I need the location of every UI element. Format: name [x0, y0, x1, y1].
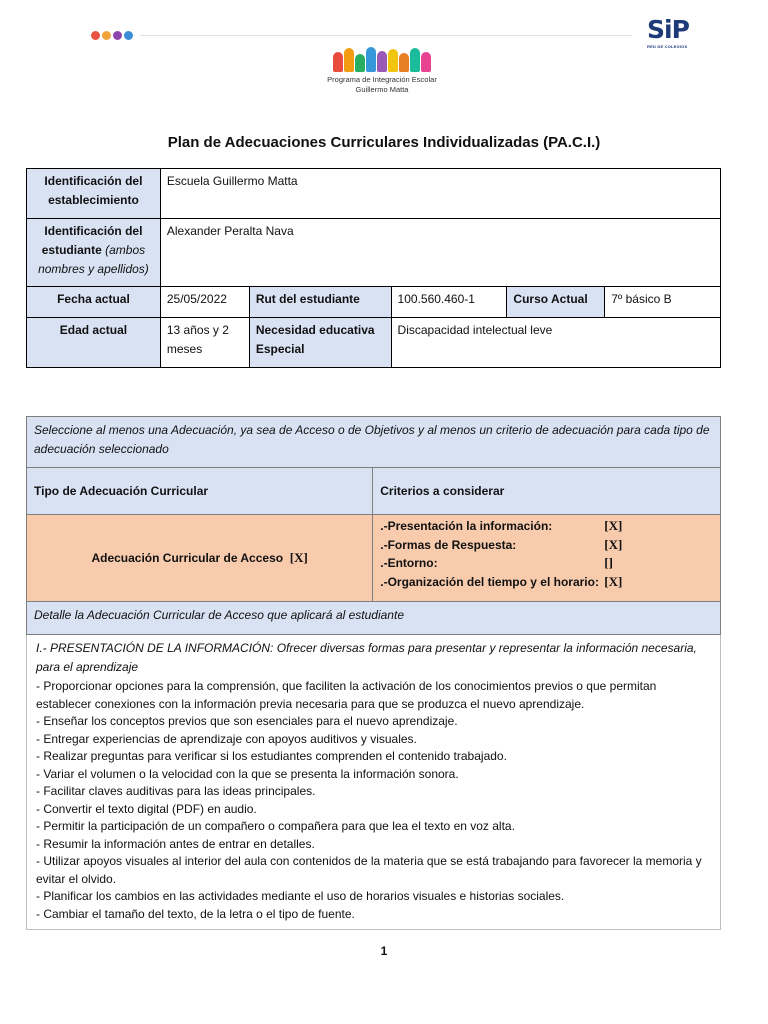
- student-value: Alexander Peralta Nava: [160, 219, 720, 287]
- criterion-row: [380, 536, 713, 555]
- section-heading: I.- PRESENTACIÓN DE LA INFORMACIÓN: Ofrecer diversas formas para presentar y representar la información necesaria, para el aprendizaje: [36, 641, 697, 674]
- sip-tagline: RED DE COLEGIOS: [647, 44, 688, 49]
- page-number: 1: [380, 944, 388, 958]
- list-item: - Realizar preguntas para verificar si los estudiantes comprenden el contenido trabajado.: [36, 749, 507, 763]
- detail-body: [27, 635, 721, 930]
- criterion-label: .-Formas de Respuesta:: [380, 537, 517, 552]
- criterion-row: [380, 554, 713, 573]
- access-adaptation-label: Adecuación Curricular de Acceso: [91, 551, 284, 565]
- dot-orange: [102, 31, 111, 40]
- list-item: - Cambiar el tamaño del texto, de la letra o el tipo de fuente.: [36, 906, 355, 921]
- children-illustration-icon: [326, 46, 438, 72]
- student-label: [27, 219, 161, 287]
- student-label-note: (ambos nombres y apellidos): [38, 243, 149, 276]
- adaptation-instructions: Seleccione al menos una Adecuación, ya sea de Acceso o de Objetivos y al menos un criterio de adecuación para cada tipo de adecuación seleccionado: [27, 417, 721, 468]
- criterion-label: .-Organización del tiempo y el horario:: [380, 574, 599, 589]
- date-value: 25/05/2022: [160, 287, 249, 318]
- list-item: - Resumir la información antes de entrar en detalles.: [36, 836, 315, 851]
- dot-blue: [124, 31, 133, 40]
- list-item: - Proporcionar opciones para la comprensión, que faciliten la activación de los conocimientos previos o que permitan establecer conexiones con la información previa necesaria para que se produzca el nuevo aprendizaje.: [36, 679, 657, 711]
- list-item: - Convertir el texto digital (PDF) en audio.: [36, 801, 257, 816]
- criterion-mark: [X]: [604, 518, 623, 533]
- list-item: - Facilitar claves auditivas para las ideas principales.: [36, 784, 316, 798]
- list-item: - Variar el volumen o la velocidad con la que se presenta la información sonora.: [36, 766, 459, 781]
- identification-table: [26, 168, 721, 368]
- access-adaptation-mark: [X]: [289, 550, 308, 565]
- need-label: Necesidad educativa Especial: [249, 318, 391, 368]
- age-label: Edad actual: [27, 318, 161, 368]
- need-value: Discapacidad intelectual leve: [391, 318, 720, 368]
- rut-label: Rut del estudiante: [249, 287, 391, 318]
- criterion-label: .-Presentación la información:: [380, 519, 553, 533]
- list-item: - Entregar experiencias de aprendizaje con apoyos auditivos y visuales.: [36, 731, 417, 746]
- dot-purple: [113, 31, 122, 40]
- criterion-row: [380, 517, 713, 536]
- dot-red: [91, 31, 100, 40]
- list-item: - Utilizar apoyos visuales al interior del aula con contenidos de la materia que se está trabajando para favorecer la memoria y evitar el olvido.: [36, 854, 702, 886]
- sip-brand: SiP: [647, 15, 689, 44]
- criterion-row: [380, 573, 713, 592]
- adaptation-table: [26, 416, 721, 930]
- rut-value: 100.560.460-1: [391, 287, 507, 318]
- criterion-mark: []: [604, 555, 613, 570]
- criterion-label: .-Entorno:: [380, 556, 438, 570]
- col-criteria-header: Criterios a considerar: [373, 468, 721, 515]
- course-label: Curso Actual: [507, 287, 605, 318]
- list-item: - Planificar los cambios en las actividades mediante el uso de horarios visuales e historias sociales.: [36, 889, 565, 903]
- criteria-cell: [373, 515, 721, 602]
- list-item: - Enseñar los conceptos previos que son esenciales para el nuevo aprendizaje.: [36, 714, 458, 728]
- student-label-text: Identificación del estudiante: [41, 224, 143, 257]
- criterion-mark: [X]: [604, 573, 623, 589]
- logo-caption-line-2: Guillermo Matta: [355, 85, 409, 94]
- establishment-value: Escuela Guillermo Matta: [160, 169, 720, 219]
- access-adaptation-cell: [27, 515, 373, 602]
- date-label: Fecha actual: [27, 287, 161, 318]
- header-divider: [140, 35, 632, 36]
- school-logo: [326, 46, 438, 95]
- brand-dots: [91, 31, 133, 40]
- establishment-label: Identificación del establecimiento: [27, 169, 161, 219]
- age-value: 13 años y 2 meses: [160, 318, 249, 368]
- course-value: 7º básico B: [605, 287, 721, 318]
- sip-logo: [647, 17, 701, 49]
- logo-caption-line-1: Programa de Integración Escolar: [327, 75, 437, 84]
- criterion-mark: [X]: [604, 536, 623, 552]
- document-title: Plan de Adecuaciones Curriculares Individualizadas (PA.C.I.): [167, 134, 601, 151]
- detail-label: Detalle la Adecuación Curricular de Acceso que aplicará al estudiante: [27, 602, 721, 635]
- col-type-header: Tipo de Adecuación Curricular: [27, 468, 373, 515]
- list-item: - Permitir la participación de un compañero o compañera para que lea el texto en voz alta.: [36, 819, 515, 833]
